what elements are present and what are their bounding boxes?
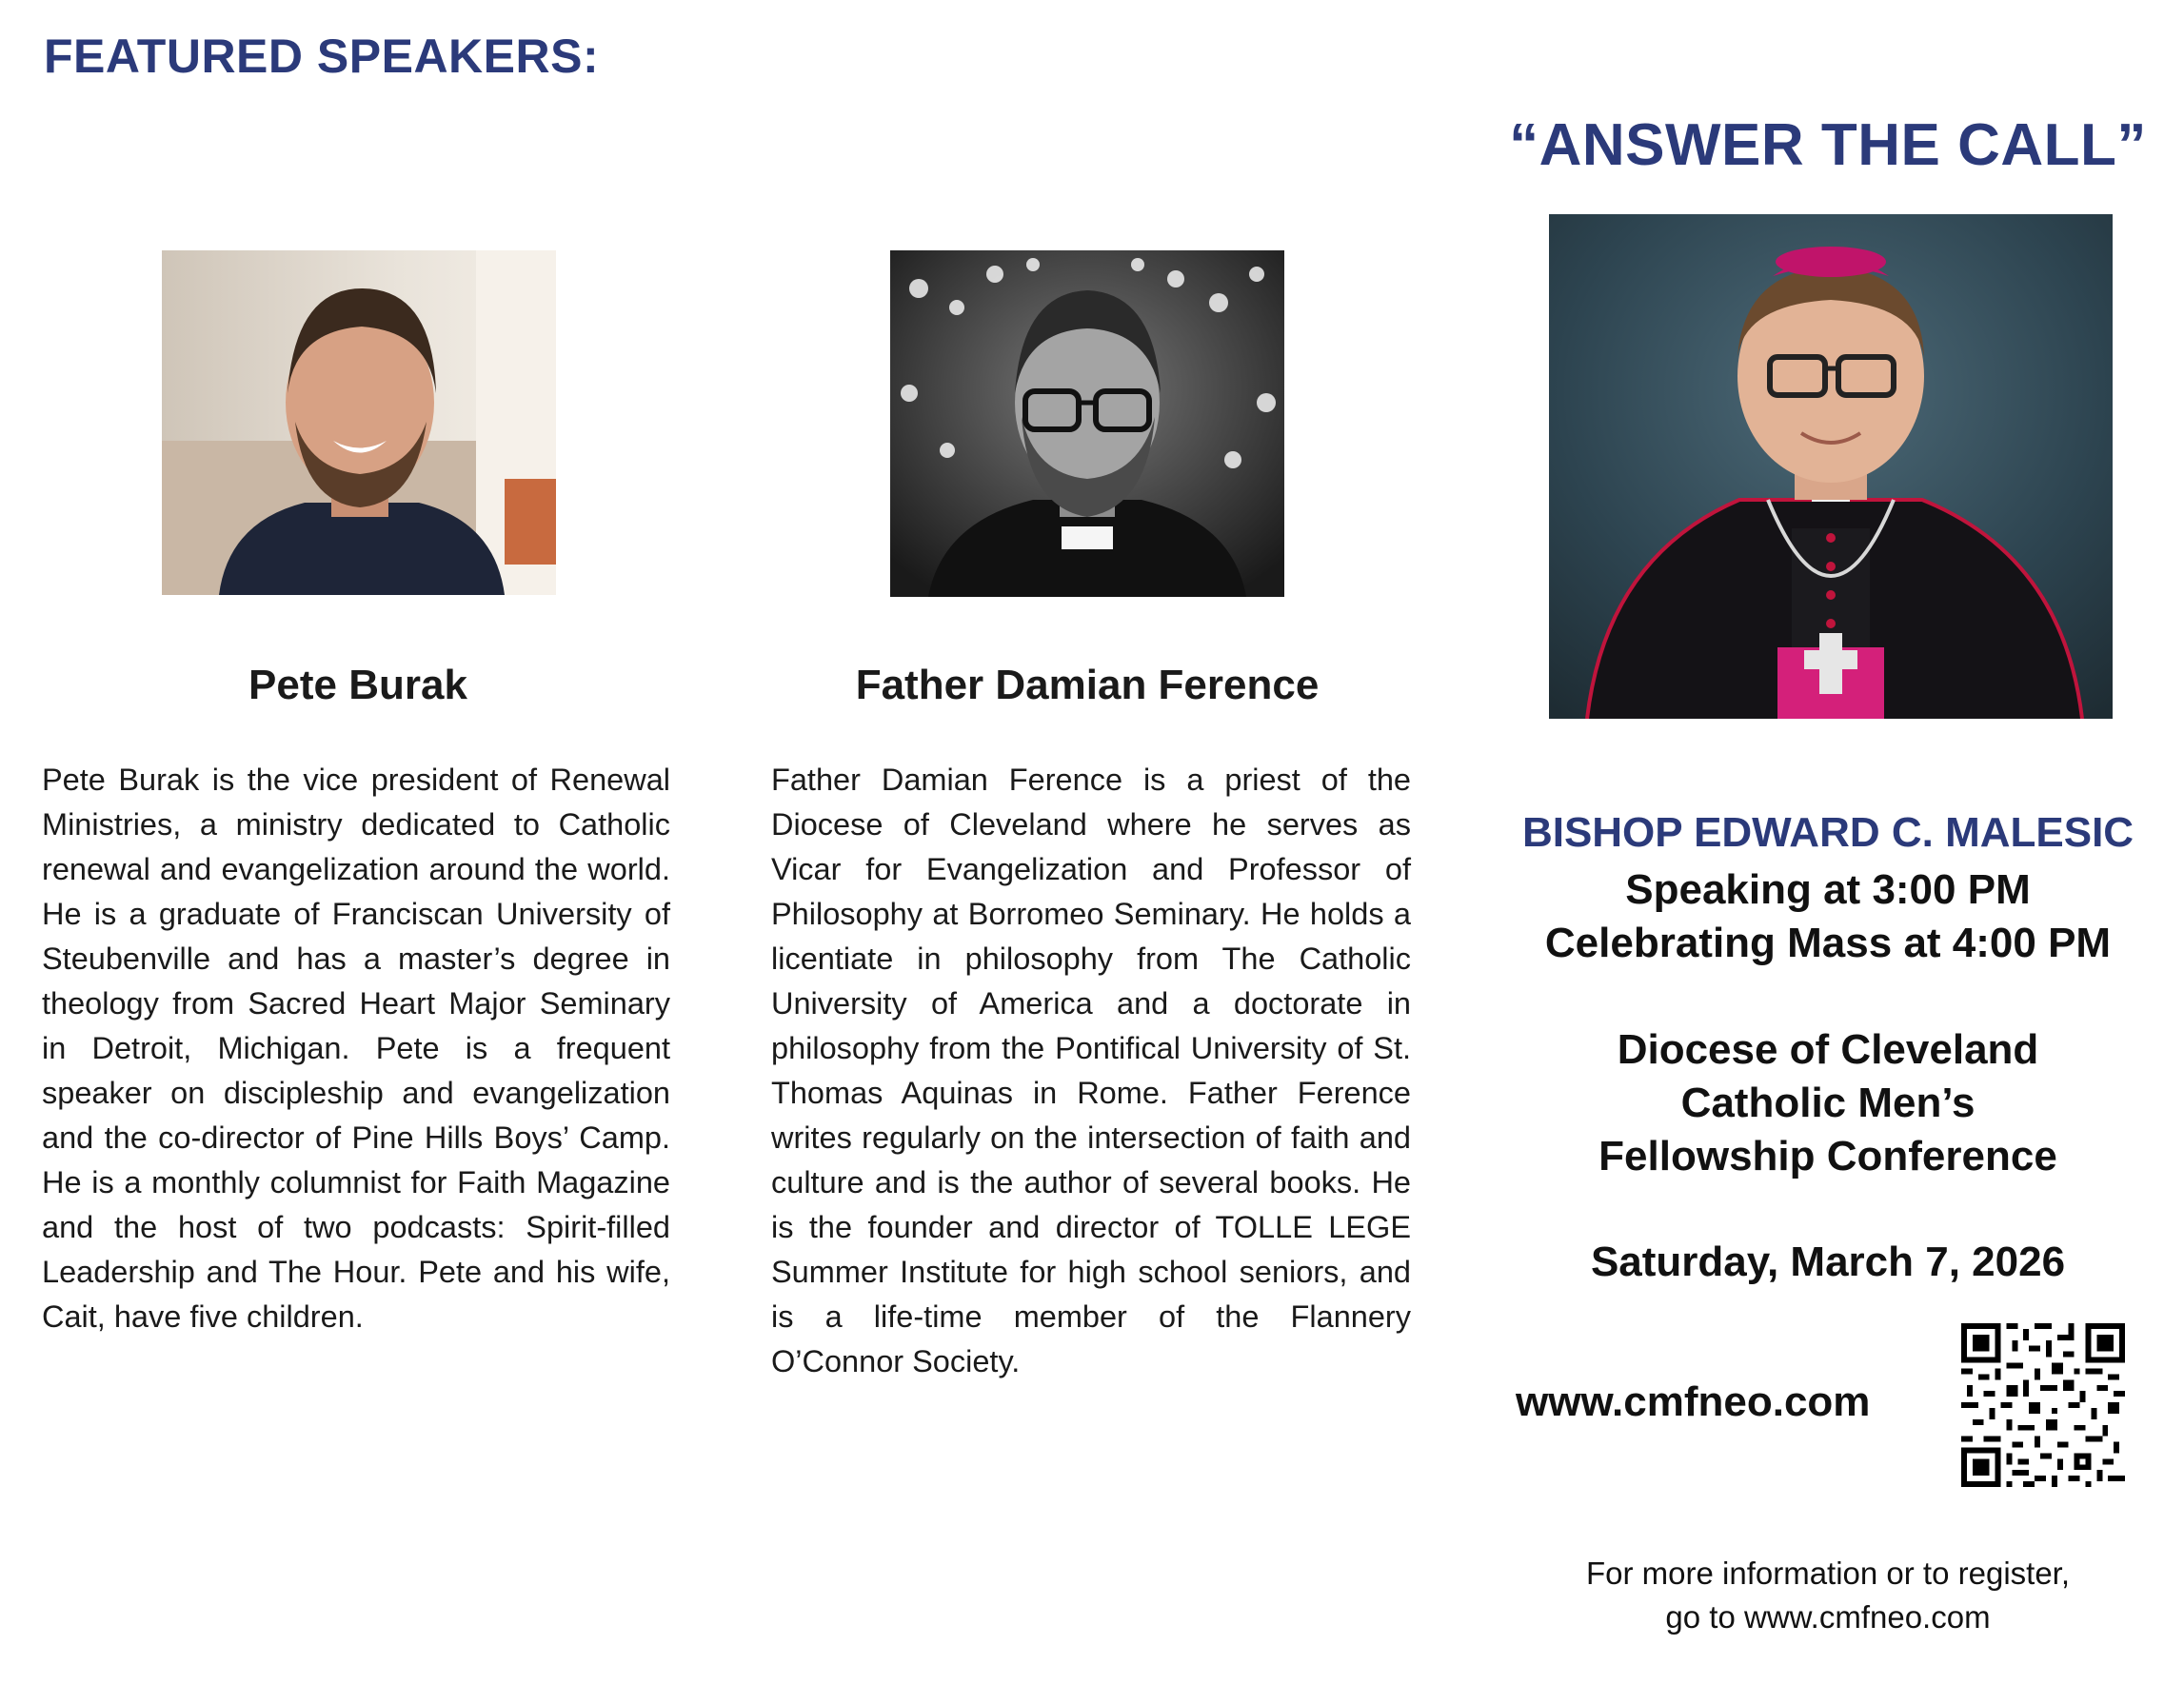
- event-name-line-1: Catholic Men’s: [1680, 1080, 1976, 1126]
- registration-info-line-2[interactable]: go to www.cmfneo.com: [1665, 1599, 1991, 1635]
- registration-info-line-1: For more information or to register,: [1585, 1556, 2071, 1591]
- father-damian-ference-photo: [890, 250, 1284, 597]
- website-link[interactable]: www.cmfneo.com: [1516, 1378, 1871, 1425]
- bishop-name: BISHOP EDWARD C. MALESIC: [1521, 809, 2134, 856]
- qr-code-icon[interactable]: [1961, 1323, 2125, 1492]
- event-date: Saturday, March 7, 2026: [1590, 1239, 2066, 1285]
- bishop-speaking-time: Speaking at 3:00 PM: [1625, 866, 2031, 913]
- pete-burak-photo: [162, 250, 556, 595]
- registration-info: [1523, 1552, 2133, 1639]
- featured-speakers-heading: FEATURED SPEAKERS:: [44, 30, 600, 83]
- bishop-malesic-photo: [1549, 214, 2113, 719]
- bio-father-damian-ference: Father Damian Ference is a priest of the Diocese of Cleveland where he serves as Vicar for Evangelization and Professor of Philosophy at Borromeo Seminary. He holds a licentiate in philosophy from The Catholic University of America and a doctorate in philosophy from the Pontifical University of St. Thomas Aquinas in Rome. Father Ference writes regularly on the intersection of faith and culture and is the author of several books. He is the founder and director of TOLLE LEGE Summer Institute for high school seniors, and is a life-time member of the Flannery O’Connor Society.: [771, 763, 1411, 1378]
- bishop-mass-time: Celebrating Mass at 4:00 PM: [1544, 920, 2112, 966]
- bio-pete-burak: Pete Burak is the vice president of Renewal Ministries, a ministry dedicated to Catholic renewal and evangelization around the world. He is a graduate of Franciscan University of Steubenville and has a master’s degree in theology from Sacred Heart Major Seminary in Detroit, Michigan. Pete is a frequent speaker on discipleship and evangelization and the co-director of Pine Hills Boys’ Camp. He is a monthly columnist for Faith Magazine and the host of two podcasts: Spirit-filled Leadership and The Hour. Pete and his wife, Cait, have five children.: [42, 763, 670, 1334]
- conference-theme-title: “ANSWER THE CALL”: [1509, 112, 2147, 178]
- event-name-line-2: Fellowship Conference: [1598, 1133, 2057, 1180]
- speaker-name-pete-burak: Pete Burak: [248, 662, 467, 708]
- speaker-name-father-damian-ference: Father Damian Ference: [855, 662, 1320, 708]
- event-organizer: Diocese of Cleveland: [1617, 1026, 2039, 1073]
